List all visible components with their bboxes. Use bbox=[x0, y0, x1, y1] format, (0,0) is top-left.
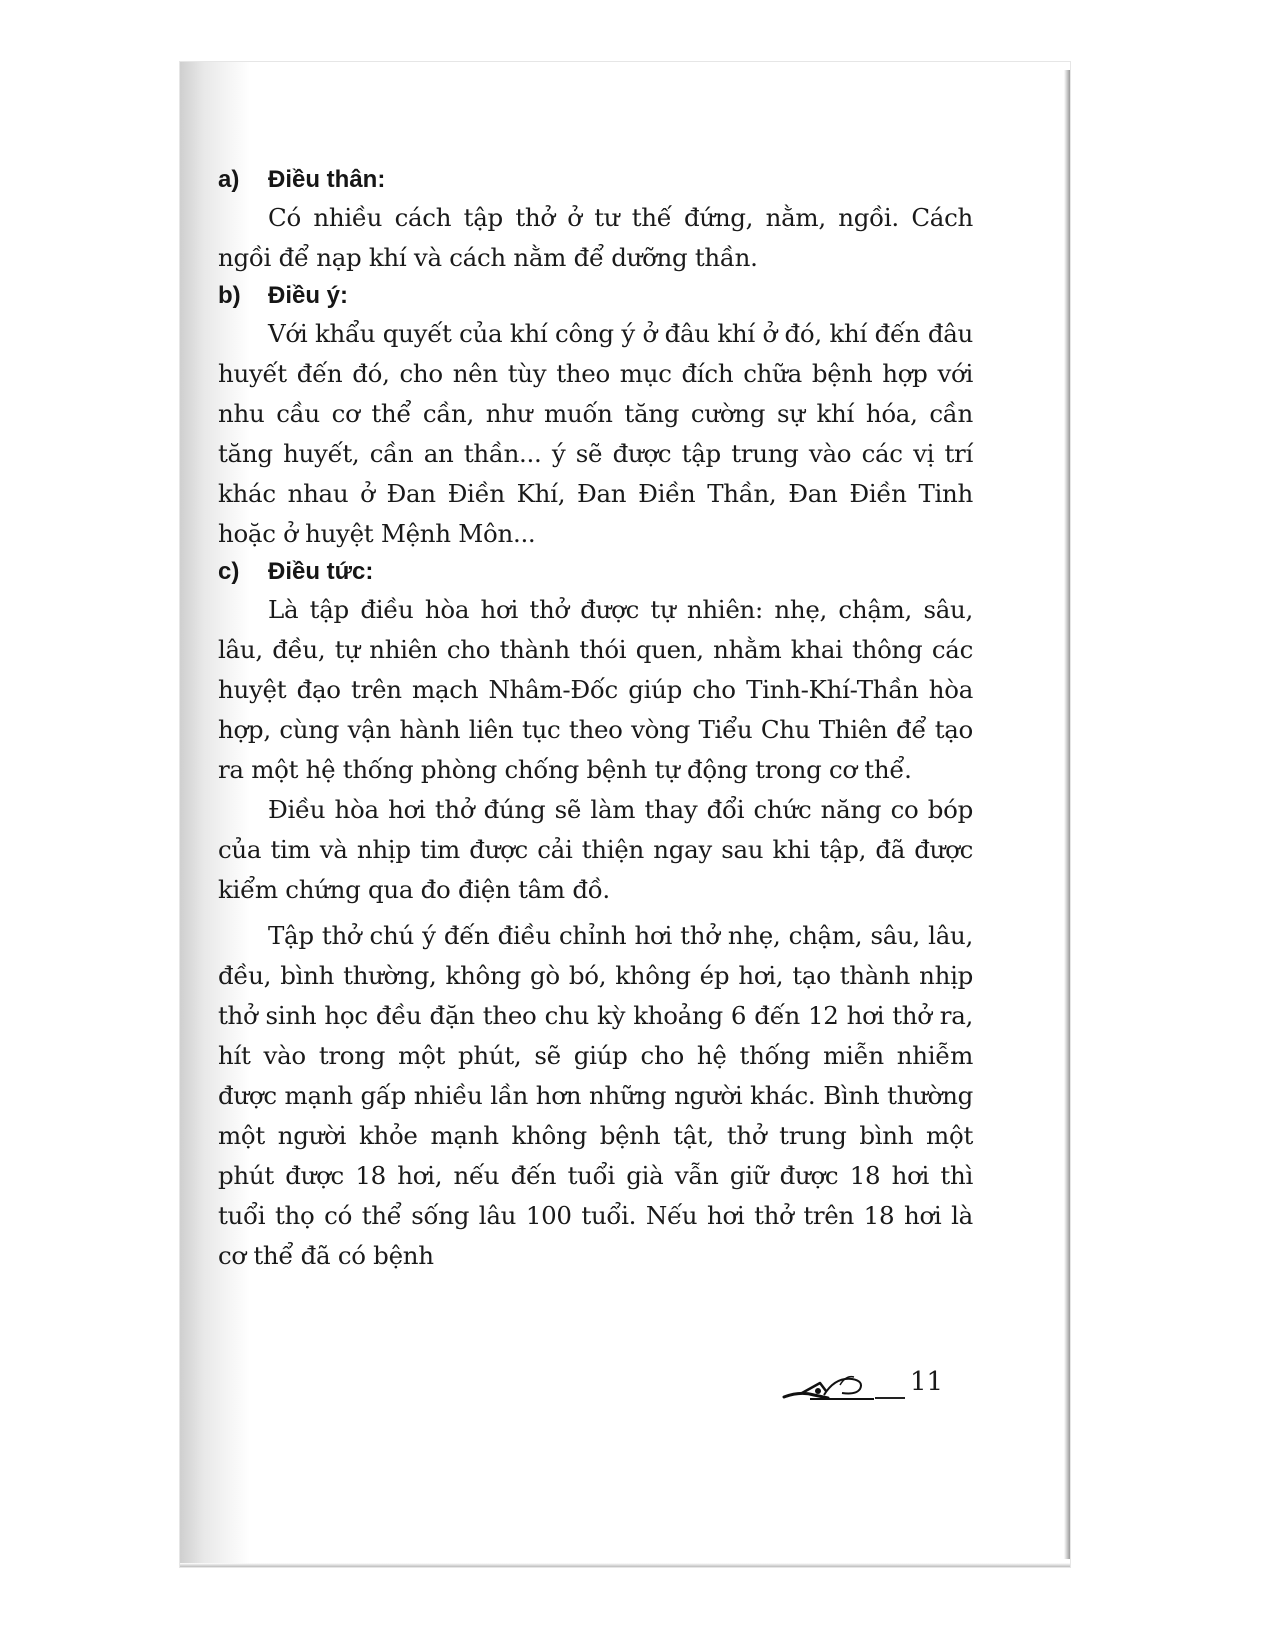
section-label: b) bbox=[218, 282, 241, 309]
paragraph: Với khẩu quyết của khí công ý ở đâu khí ở đó, khí đến đâu huyết đến đó, cho nên tùy theo mục đích chữa bệnh hợp với nhu cầu cơ thể cần, như muốn tăng cường sự khí hóa, cần tăng huyết, cần an thần... ý sẽ được tập trung vào các vị trí khác nhau ở Đan Điền Khí, Đan Điền Thần, Đan Điền Tinh hoặc ở huyệt Mệnh Môn... bbox=[218, 319, 973, 548]
section-dieu-y bbox=[218, 278, 973, 554]
book-page bbox=[180, 62, 1070, 1567]
section-title: Điều thân: bbox=[268, 166, 386, 193]
section-title: Điều tức: bbox=[268, 558, 374, 585]
page-footer bbox=[780, 1367, 1010, 1407]
section-title: Điều ý: bbox=[268, 282, 349, 309]
section-heading bbox=[218, 278, 973, 314]
paragraph: Điều hòa hơi thở đúng sẽ làm thay đổi chức năng co bóp của tim và nhịp tim được cải thiện ngay sau khi tập, đã được kiểm chứng qua đo điện tâm đồ. bbox=[218, 795, 973, 904]
section-dieu-tuc bbox=[218, 554, 973, 1276]
section-heading bbox=[218, 162, 973, 198]
paragraph: Tập thở chú ý đến điều chỉnh hơi thở nhẹ, chậm, sâu, lâu, đều, bình thường, không gò bó, không ép hơi, tạo thành nhịp thở sinh học đều đặn theo chu kỳ khoảng 6 đến 12 hơi thở ra, hít vào trong một phút, sẽ giúp cho hệ thống miễn nhiễm được mạnh gấp nhiều lần hơn những người khác. Bình thường một người khỏe mạnh không bệnh tật, thở trung bình một phút được 18 hơi, nếu đến tuổi già vẫn giữ được 18 hơi thì tuổi thọ có thể sống lâu 100 tuổi. Nếu hơi thở trên 18 hơi là cơ thể đã có bệnh bbox=[218, 921, 973, 1270]
footer-rule bbox=[875, 1397, 905, 1399]
section-label: c) bbox=[218, 558, 240, 585]
section-dieu-than bbox=[218, 162, 973, 278]
page-edge-bottom bbox=[180, 1563, 1070, 1567]
section-heading bbox=[218, 554, 973, 590]
paragraph: Là tập điều hòa hơi thở được tự nhiên: nhẹ, chậm, sâu, lâu, đều, tự nhiên cho thành thói quen, nhằm khai thông các huyệt đạo trên mạch Nhâm-Đốc giúp cho Tinh-Khí-Thần hòa hợp, cùng vận hành liên tục theo vòng Tiểu Chu Thiên để tạo ra một hệ thống phòng chống bệnh tự động trong cơ thể. bbox=[218, 595, 973, 784]
page-body bbox=[218, 162, 973, 1276]
page-edge-right bbox=[1064, 70, 1070, 1559]
paragraph: Có nhiều cách tập thở ở tư thế đứng, nằm, ngồi. Cách ngồi để nạp khí và cách nằm để dưỡng thần. bbox=[218, 203, 973, 272]
flying-bird-ornament-icon bbox=[780, 1371, 880, 1403]
page-number: 11 bbox=[910, 1367, 944, 1397]
section-label: a) bbox=[218, 166, 240, 193]
